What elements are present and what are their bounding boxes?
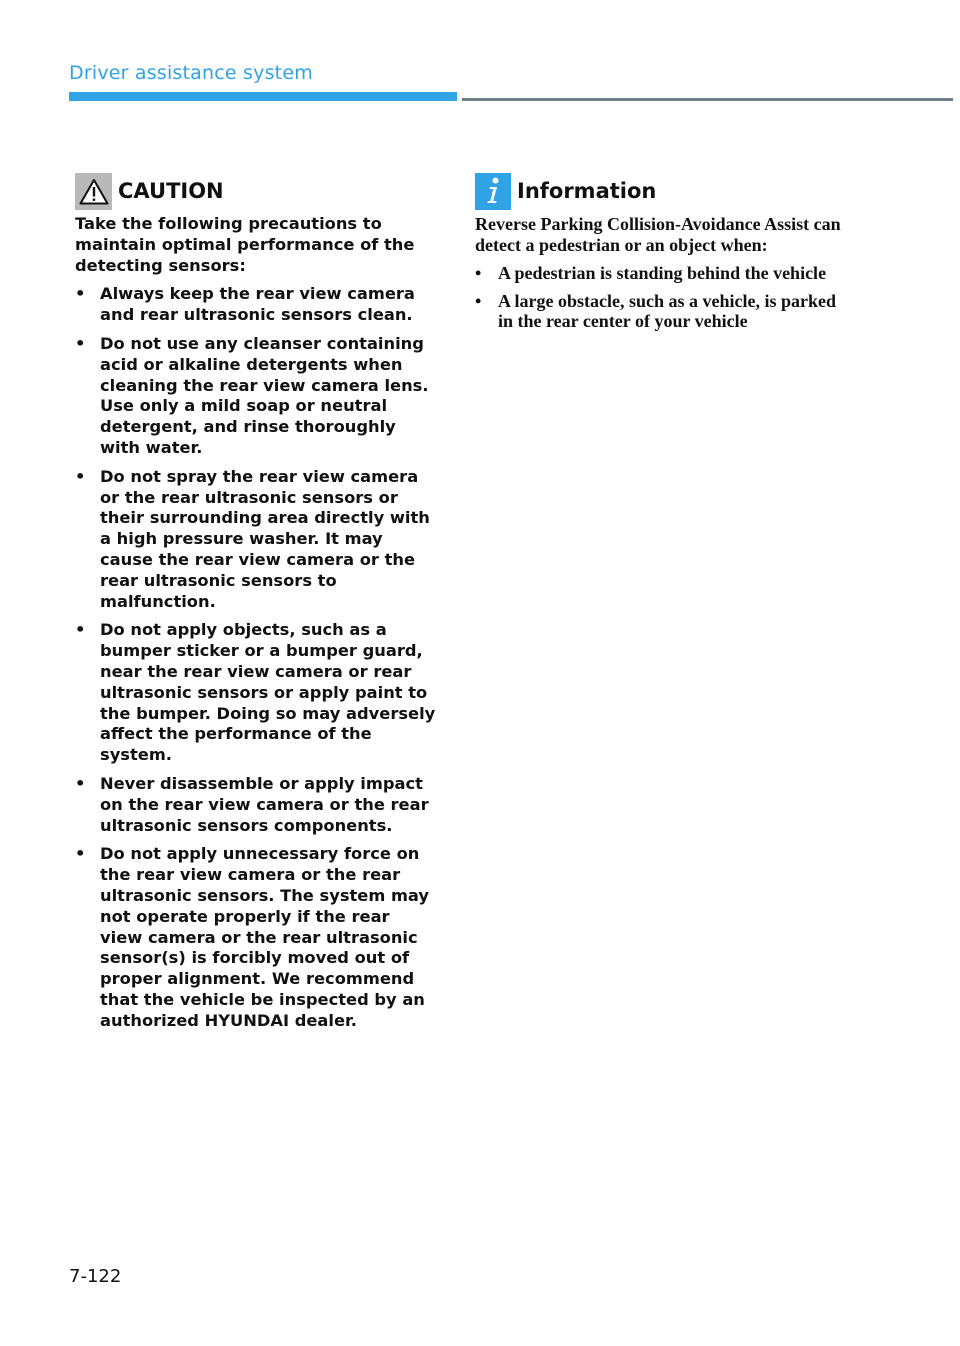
caution-header [75,172,437,210]
bullet: • [75,620,86,640]
caution-item [75,284,437,326]
caution-item-text: Do not apply unnecessary force on the rear view camera or the rear ultrasonic sensors. The system may not operate properly if the rear view camera or the rear ultrasonic sensor(s) is forcibly moved out of proper alignment. We recommend that the vehicle be inspected by an authorized HYUNDAI dealer. [100,844,430,1030]
information-box [475,172,845,339]
info-icon [475,173,511,210]
section-title: Driver assistance system [69,62,313,84]
header-rule [462,98,953,101]
caution-item [75,774,437,836]
caution-title: CAUTION [118,179,224,203]
information-item-text: A pedestrian is standing behind the vehicle [498,263,827,283]
bullet: • [75,844,86,864]
caution-item-text: Do not apply objects, such as a bumper sticker or a bumper guard, near the rear view camera or rear ultrasonic sensors or apply paint to the bumper. Doing so may adversely affect the performance of the system. [100,620,436,765]
information-item-text: A large obstacle, such as a vehicle, is parked in the rear center of your vehicle [498,290,836,331]
caution-item [75,334,437,459]
warning-triangle-icon [75,173,112,210]
header-rule-accent [69,92,457,101]
caution-box [75,172,437,1039]
caution-item-text: Always keep the rear view camera and rear ultrasonic sensors clean. [100,284,415,325]
information-item [475,291,845,332]
bullet: • [475,263,482,283]
bullet: • [75,466,86,486]
caution-item-text: Do not spray the rear view camera or the rear ultrasonic sensors or their surrounding area directly with a high pressure washer. It may cause the rear view camera or the rear ultrasonic sensors to malfunction. [100,466,430,611]
caution-item [75,620,437,766]
information-list [475,263,845,332]
caution-item [75,467,437,613]
bullet: • [475,290,482,311]
information-item [475,263,845,284]
caution-item-text: Never disassemble or apply impact on the rear view camera or the rear ultrasonic sensors components. [100,773,429,835]
caution-item [75,844,437,1031]
bullet: • [75,284,86,304]
information-title: Information [517,179,657,203]
caution-intro: Take the following precautions to maintain optimal performance of the detecting sensors: [75,214,415,275]
bullet: • [75,773,86,793]
bullet: • [75,333,86,353]
information-intro: Reverse Parking Collision-Avoidance Assist can detect a pedestrian or an object when: [475,214,841,255]
caution-list [75,284,437,1031]
caution-item-text: Do not use any cleanser containing acid or alkaline detergents when cleaning the rear view camera lens. Use only a mild soap or neutral detergent, and rinse thoroughly with water. [100,333,429,457]
page-number: 7-122 [69,1266,122,1287]
information-header [475,172,845,210]
